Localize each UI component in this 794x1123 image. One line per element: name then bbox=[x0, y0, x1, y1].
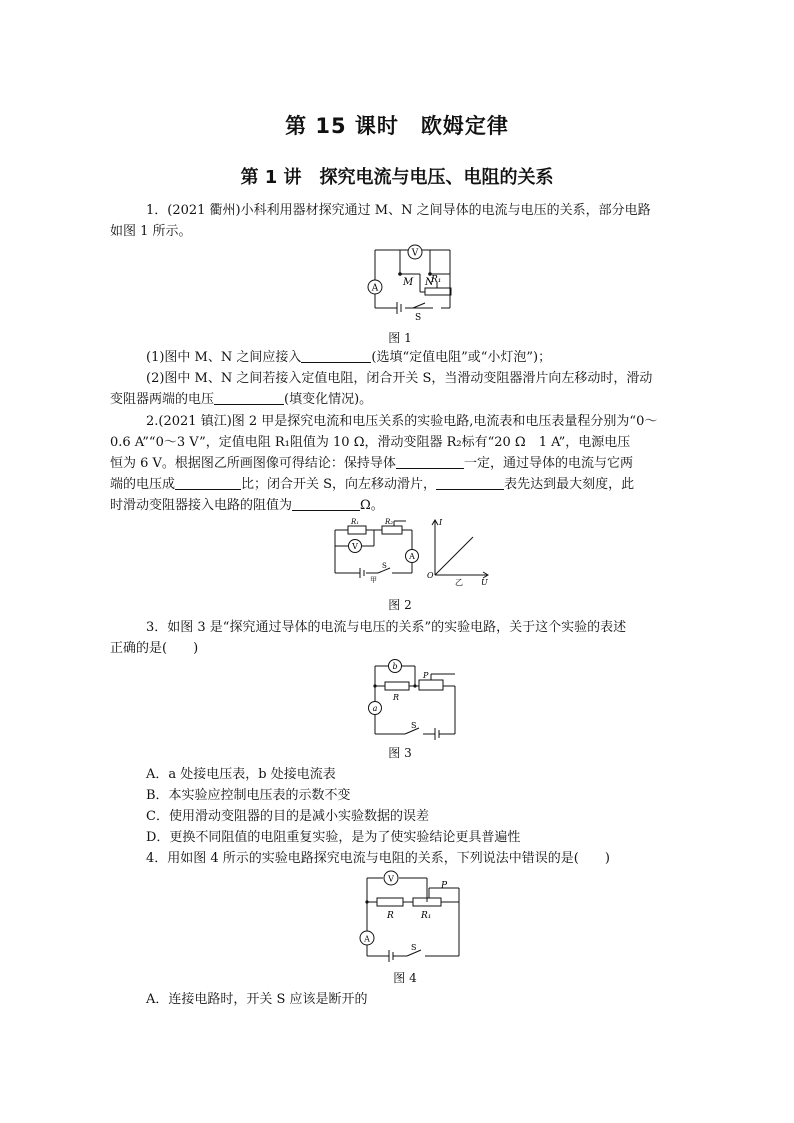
fig2-ammeter-label: A bbox=[409, 552, 415, 561]
q3-option-a[interactable]: A．a 处接电压表，b 处接电流表 bbox=[146, 767, 336, 782]
graph-i-axis-label: I bbox=[439, 518, 443, 527]
figure-3-circuit bbox=[365, 656, 465, 741]
fig2-r2-label: R₂ bbox=[385, 518, 394, 526]
q4-line1: 4．用如图 4 所示的实验电路探究电流与电阻的关系，下列说法中错误的是( ) bbox=[146, 851, 610, 866]
q1-sub2-line2 bbox=[110, 390, 372, 410]
fig4-p-label: P bbox=[441, 881, 448, 891]
q2-line5-text: 时滑动变阻器接入电路的阻值为 bbox=[110, 498, 293, 513]
q1-sub2-blank[interactable] bbox=[214, 390, 284, 405]
fig3-switch-label: S bbox=[411, 721, 417, 730]
page-title: 第 15 课时 欧姆定律 bbox=[285, 114, 509, 138]
page-subtitle: 第 1 讲 探究电流与电压、电阻的关系 bbox=[240, 167, 554, 188]
figure-2-graph-yi bbox=[425, 515, 495, 585]
q2-line5-unit: Ω。 bbox=[360, 498, 384, 513]
q2-blank-4[interactable] bbox=[292, 496, 360, 511]
q1-sub1-text: (1)图中 M、N 之间应接入 bbox=[146, 350, 302, 365]
fig4-ammeter-label: A bbox=[364, 934, 370, 944]
fig1-ammeter-label: A bbox=[371, 283, 379, 294]
figure-3-caption: 图 3 bbox=[388, 746, 412, 760]
fig4-r1-label: R₁ bbox=[421, 911, 432, 921]
q2-line5 bbox=[110, 496, 384, 516]
q3-line1: 3．如图 3 是“探究通过导体的电流与电压的关系”的实验电路，关于这个实验的表述 bbox=[146, 620, 627, 635]
q2-line3-text: 恒为 6 V。根据图乙所画图像可得结论：保持导体 bbox=[110, 456, 396, 471]
fig4-r-label: R bbox=[387, 911, 394, 921]
q3-option-b[interactable]: B．本实验应控制电压表的示数不变 bbox=[146, 788, 351, 803]
q2-blank-3[interactable] bbox=[436, 475, 504, 490]
fig1-m-label: M bbox=[403, 277, 414, 288]
figure-1-caption: 图 1 bbox=[388, 331, 412, 345]
q2-line4-tail: 表先达到最大刻度，此 bbox=[504, 477, 635, 492]
q2-line1: 2.(2021 镇江)图 2 甲是探究电流和电压关系的实验电路,电流表和电压表量程分别为“0～ bbox=[146, 414, 658, 429]
fig2-voltmeter-label: V bbox=[352, 542, 358, 551]
fig1-switch-label: S bbox=[415, 313, 422, 323]
fig3-a-label: a bbox=[372, 704, 378, 713]
q2-line4-mid: 比；闭合开关 S，向左移动滑片， bbox=[241, 477, 437, 492]
fig2-yi-label: 乙 bbox=[455, 578, 463, 587]
q1-line1: 1．(2021 衢州)小科利用器材探究通过 M、N 之间导体的电流与电压的关系，部分电路 bbox=[146, 203, 651, 218]
q2-blank-1[interactable] bbox=[396, 454, 464, 469]
graph-origin-label: O bbox=[427, 571, 434, 580]
q1-sub2-line1: (2)图中 M、N 之间若接入定值电阻，闭合开关 S，当滑动变阻器滑片向左移动时，滑动 bbox=[146, 371, 653, 386]
fig2-switch-label: S bbox=[382, 562, 387, 570]
q4-option-a[interactable]: A．连接电路时，开关 S 应该是断开的 bbox=[146, 992, 368, 1007]
q2-line4 bbox=[110, 475, 634, 495]
fig1-n-label: N bbox=[425, 277, 434, 288]
q3-option-c[interactable]: C．使用滑动变阻器的目的是减小实验数据的误差 bbox=[146, 809, 429, 824]
q3-option-d[interactable]: D．更换不同阻值的电阻重复实验，是为了使实验结论更具普遍性 bbox=[146, 830, 521, 845]
q1-sub1-blank[interactable] bbox=[301, 348, 371, 363]
q2-line2: 0.6 A”“0～3 V”，定值电阻 R₁阻值为 10 Ω，滑动变阻器 R₂标有“20 Ω 1 A”，电源电压 bbox=[110, 435, 631, 450]
fig2-jia-label: 甲 bbox=[370, 576, 377, 584]
q2-line4-text: 端的电压成 bbox=[110, 477, 176, 492]
fig2-r1-label: R₁ bbox=[351, 518, 360, 526]
q1-line2: 如图 1 所示。 bbox=[110, 224, 192, 239]
q1-sub1 bbox=[146, 348, 551, 368]
q2-line3 bbox=[110, 454, 633, 474]
figure-2-caption: 图 2 bbox=[388, 598, 412, 612]
figure-4-circuit bbox=[355, 868, 465, 963]
q1-sub2-hint: (填变化情况)。 bbox=[284, 392, 373, 407]
fig1-voltmeter-label: V bbox=[411, 248, 419, 259]
graph-u-axis-label: U bbox=[481, 578, 488, 587]
q1-sub1-hint: (选填“定值电阻”或“小灯泡”)； bbox=[371, 350, 552, 365]
figure-1-circuit bbox=[355, 240, 455, 325]
fig4-voltmeter-label: V bbox=[388, 874, 394, 884]
graph-line bbox=[435, 537, 473, 575]
figure-2-circuit-jia bbox=[330, 518, 420, 582]
fig4-switch-label: S bbox=[411, 943, 417, 952]
fig1-r-label: R₁ bbox=[431, 275, 442, 285]
q2-line3-tail: 一定，通过导体的电流与它两 bbox=[463, 456, 633, 471]
fig3-p-label: P bbox=[423, 671, 429, 680]
fig3-r-label: R bbox=[393, 693, 400, 702]
q2-blank-2[interactable] bbox=[175, 475, 241, 490]
fig3-b-label: b bbox=[392, 662, 398, 671]
figure-4-caption: 图 4 bbox=[393, 971, 417, 985]
q1-sub2-text: 变阻器两端的电压 bbox=[110, 392, 215, 407]
q3-line2: 正确的是( ) bbox=[110, 641, 199, 656]
